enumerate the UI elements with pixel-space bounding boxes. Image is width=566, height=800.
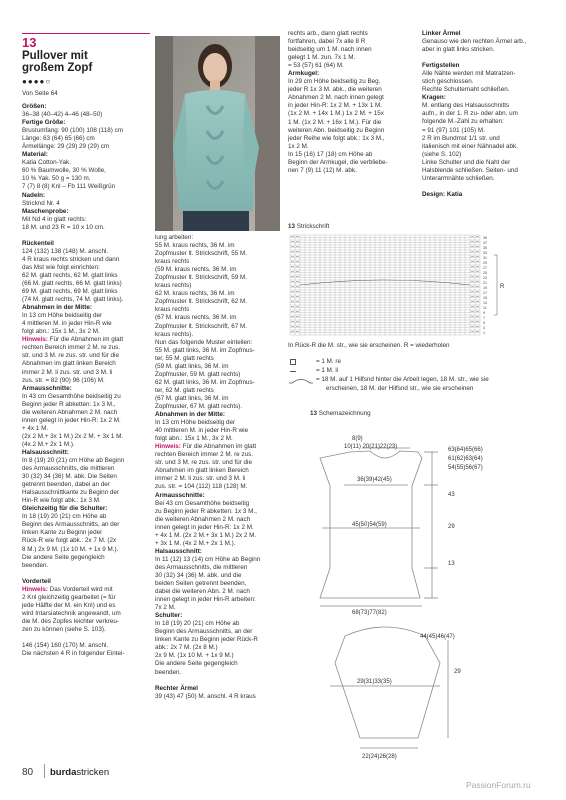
text-line: = 53 (57) 61 (64) M. bbox=[288, 62, 344, 70]
chart-caption: In Rück-R die M. str., wie sie erscheinen. R = wiederholen bbox=[288, 342, 450, 349]
text-line: beenden. bbox=[22, 561, 49, 569]
text-line: + 3x 1 M. (4x 2 M.+ 2x 1 M.). bbox=[155, 539, 236, 547]
label-h3: 54(55)56(67) bbox=[448, 465, 483, 471]
label-h29: 29 bbox=[448, 524, 455, 530]
text-line bbox=[22, 634, 152, 642]
text-line: 146 (154) 160 (170) M. anschl. bbox=[22, 642, 109, 649]
row-number-label: 11 bbox=[483, 306, 487, 310]
text-line: 69 M. glatt rechts, 69 M. glatt links bbox=[22, 288, 118, 296]
text-line: 18 M. und 23 R = 10 x 10 cm. bbox=[22, 223, 105, 231]
text-line: Die andere Seite gegengleich bbox=[22, 553, 105, 561]
text-line: In 13 cm Höhe beidseitig der bbox=[22, 312, 103, 320]
text-line: dabei die weiteren Abn. 2 M. nach bbox=[155, 588, 250, 596]
label-bust: 45(50)54(59) bbox=[352, 522, 387, 528]
watermark: PassionForum.ru bbox=[466, 780, 531, 790]
text-line: str. und 3 M. re zus. str. und für die bbox=[155, 459, 252, 467]
from-page-note: Von Seite 64 bbox=[22, 90, 58, 97]
text-line: rechten Bereich immer 2 M. re zus. bbox=[155, 451, 253, 459]
text-line: Brustumfang: 90 (100) 108 (118) cm bbox=[22, 127, 124, 135]
text-line: 40 mittleren M. in jeder Hin-R wie bbox=[155, 427, 249, 435]
text-line: 39 (43) 47 (50) M. anschl. 4 R kraus bbox=[155, 692, 256, 700]
text-line: In 43 cm Gesamthöhe beidseitig zu bbox=[22, 392, 121, 400]
brand-logo: burdastricken bbox=[50, 767, 110, 778]
row-number-label: 35 bbox=[483, 246, 487, 250]
text-line: kraus rechts). bbox=[155, 330, 194, 338]
text-line: des Armausschnitts, die mittleren bbox=[155, 563, 248, 571]
model-photo-illustration bbox=[155, 36, 280, 231]
text-line: ter, 62 M. glatt rechts bbox=[155, 386, 214, 394]
text-line: Zopfmuster, 59 M. glatt rechts) bbox=[155, 370, 241, 378]
text-line: immer 2 M. li zus. str. und 3 M. li bbox=[155, 475, 246, 483]
text-line: Die andere Seite gegengleich bbox=[155, 660, 238, 668]
difficulty-dot-filled-icon: ● bbox=[33, 77, 40, 86]
text-line: Hinweis: Das Vorderteil wird mit bbox=[22, 585, 113, 593]
text-line: lung arbeiten: bbox=[155, 234, 194, 241]
text-line: Schulter: bbox=[155, 612, 183, 620]
text-line: Abnahmen 2 M. nach innen gelegt bbox=[288, 94, 384, 102]
text-line: jede Hälfte der M. ein Knl) und es bbox=[22, 601, 116, 609]
difficulty-dot-filled-icon: ● bbox=[27, 77, 34, 86]
text-line: zen zu können (siehe S. 103). bbox=[22, 625, 106, 633]
text-line: die weiteren Abnahmen 2 M. nach bbox=[22, 408, 118, 416]
text-line: In 29 cm Höhe beidseitig zu Beg. bbox=[288, 78, 381, 86]
schematic-drawing bbox=[300, 418, 520, 763]
difficulty-dot-empty-icon: ○ bbox=[45, 77, 52, 86]
row-number-label: 17 bbox=[483, 291, 487, 295]
text-line: 30 (32) 34 (36) M. abk. und die bbox=[155, 571, 242, 579]
row-number-label: 21 bbox=[483, 281, 487, 285]
text-line: In 11 (12) 13 (14) cm Höhe ab Beginn bbox=[155, 555, 261, 563]
text-line: nen 7 (9) 11 (12) M. abk. bbox=[288, 166, 357, 174]
text-line: 10 % Yak. 50 g = 130 m. bbox=[22, 175, 91, 183]
difficulty-dot-filled-icon: ● bbox=[22, 77, 28, 86]
text-line: (1x 2 M. + 14x 1 M.) 1x 2 M. + 15x bbox=[288, 110, 384, 118]
text-line: zu Beginn jeder R abketten: 1x 3 M., bbox=[155, 507, 257, 515]
text-line: Rück-R wie folgt abk.: 2x 7 M. (2x bbox=[22, 537, 117, 545]
text-line: Beginn des Armausschnitts, an der bbox=[22, 521, 120, 529]
text-line: Alle Nähte werden mit Matratzen- bbox=[422, 70, 516, 78]
text-line: abk.: 2x 7 M. (2x 8 M.) bbox=[155, 644, 218, 652]
label-neck-width: 10(11) 20(21)22(23) bbox=[344, 444, 398, 450]
text-line: Zopfmuster lt. Strickschrift, 59 M. bbox=[155, 274, 248, 282]
text-line: das Mst wie folgt einrichten: bbox=[22, 263, 100, 271]
text-line: 7 (7) 8 (8) Knl – Fb 111 Weißgrün bbox=[22, 183, 116, 191]
text-line: 124 (132) 138 (148) M. anschl. bbox=[22, 247, 109, 255]
repeat-label: R bbox=[500, 284, 505, 290]
text-line: Mit Nd 4 in glatt rechts: bbox=[22, 215, 87, 223]
text-line: (59 M. kraus rechts, 36 M. im bbox=[155, 266, 237, 274]
text-line: Gleichzeitig für die Schulter: bbox=[22, 505, 108, 513]
chart-title: 13 Strickschrift bbox=[288, 223, 330, 230]
row-number-label: 39 bbox=[483, 236, 487, 240]
text-line: innen gelegt in jeder Hin-R: 1x 2 M. bbox=[22, 416, 121, 424]
text-line: 2 R im Bundmst 1/1 str. und bbox=[422, 134, 500, 142]
text-line: Nadeln: bbox=[22, 191, 46, 199]
text-line: Fertige Größe: bbox=[22, 119, 66, 127]
row-number-label: 19 bbox=[483, 286, 487, 290]
text-line: Rückenteil bbox=[22, 239, 54, 247]
text-line: zus. str. = 104 (112) 118 (128) M. bbox=[155, 483, 248, 491]
text-line: Unterarmnähte schließen. bbox=[422, 174, 495, 182]
label-cap-height: 44(45)46(47) bbox=[420, 634, 455, 640]
label-h1: 63(64)65(66) bbox=[448, 447, 483, 453]
text-line: 30 (32) 34 (36) M. abk. Die Seiten bbox=[22, 473, 117, 481]
text-line: Genauso wie den rechten Ärmel arb., bbox=[422, 38, 527, 46]
legend-row-cable-cont bbox=[288, 385, 558, 394]
text-line: folgt abn.: 15x 1 M., 3x 2 M. bbox=[22, 328, 100, 336]
text-line bbox=[155, 677, 283, 685]
text-line: Länge: 63 (64) 65 (66) cm bbox=[22, 135, 95, 143]
text-line: Armkugel: bbox=[288, 70, 320, 78]
label-cuff: 22(24)26(28) bbox=[362, 754, 397, 760]
text-line: wird Intarsiatechnik angewandt, um bbox=[22, 609, 121, 617]
text-line: folgt abn.: 15x 1 M., 3x 2 M. bbox=[155, 435, 233, 443]
text-line: die weiteren Abnahmen 2 M. nach bbox=[155, 515, 251, 523]
text-line: 36–38 (40–42) 4–46 (48–50) bbox=[22, 111, 103, 119]
pattern-number: 13 bbox=[22, 35, 37, 50]
label-hem: 68(73)77(82) bbox=[352, 610, 387, 616]
row-number-label: 1 bbox=[483, 331, 485, 335]
text-line: Abnahmen in der Mitte: bbox=[155, 411, 225, 419]
schematic-title: 13 Schemazeichnung bbox=[310, 410, 371, 417]
text-line: Zopfmuster lt. Strickschrift, 67 M. bbox=[155, 322, 248, 330]
legend-row-cable bbox=[288, 376, 558, 385]
text-line: + 4x 1 M. (2x 2 M.+ 3x 1 M.) 2x 2 M. bbox=[155, 531, 257, 539]
text-line: M. entlang des Halsausschnitts bbox=[422, 102, 510, 110]
text-line: 8 M.) 2x 9 M. (1x 10 M. + 1x 9 M.). bbox=[22, 545, 119, 553]
legend-text-cable: = 18 M. auf 1 Hilfsnd hinter die Arbeit legen, 18 M. str., wie sie bbox=[316, 376, 489, 383]
cable-symbol-icon bbox=[288, 376, 314, 385]
text-line: 62 M. glatt links, 36 M. im Zopfmus- bbox=[155, 378, 255, 386]
text-line: 55 M. glatt links, 36 M. im Zopfmus- bbox=[155, 346, 255, 354]
row-number-label: 5 bbox=[483, 321, 485, 325]
label-h43: 43 bbox=[448, 492, 455, 498]
text-line: (74 M. glatt rechts, 74 M. glatt links). bbox=[22, 296, 124, 304]
legend-text-purl: = 1 M. li bbox=[316, 367, 339, 374]
text-line: jeder R 1x 3 M. abk., die weiteren bbox=[288, 86, 382, 94]
difficulty-rating bbox=[22, 77, 51, 86]
text-line: 4 R kraus rechts stricken und dann bbox=[22, 255, 120, 263]
difficulty-dot-filled-icon: ● bbox=[39, 77, 46, 86]
text-line: beiden Seiten getrennt beenden, bbox=[155, 580, 247, 588]
legend-row-purl bbox=[288, 367, 558, 376]
text-line: Halsausschnittkante zu Beginn der bbox=[22, 489, 119, 497]
text-line: (67 M. glatt links, 36 M. im bbox=[155, 394, 229, 402]
text-line: 62 M. glatt rechts, 62 M. glatt links bbox=[22, 271, 118, 279]
text-line: Maschenprobe: bbox=[22, 207, 69, 215]
text-line: getrennt beenden, dabei an der bbox=[22, 481, 110, 489]
text-line: Abnahmen in der Mitte: bbox=[22, 304, 92, 312]
text-line: linken Kante zu Beginn jeder Rück-R bbox=[155, 636, 258, 644]
column-1-text bbox=[22, 103, 152, 658]
text-line: rechts arb., dann glatt rechts bbox=[288, 30, 368, 37]
text-line: Zopfmuster lt. Strickschrift, 55 M. bbox=[155, 250, 248, 258]
text-line: Halsblende schließen. Seiten- und bbox=[422, 166, 518, 174]
label-neck-top: 8(9) bbox=[352, 436, 363, 442]
text-line: (4x 2 M.+ 2x 1 M.). bbox=[22, 440, 75, 448]
text-line: des Armausschnitts, die mittleren bbox=[22, 465, 115, 473]
row-number-label: 37 bbox=[483, 241, 487, 245]
text-line: Zopfmuster, 67 M. glatt rechts). bbox=[155, 402, 243, 410]
text-line: Ärmellänge: 29 (29) 29 (29) cm bbox=[22, 143, 110, 151]
text-line: Stricknd Nr. 4 bbox=[22, 199, 60, 207]
text-line: Hinweis: Für die Abnahmen im glatt bbox=[22, 336, 124, 344]
column-4-text bbox=[422, 30, 552, 199]
text-line: in jeder Hin-R: 1x 2 M. + 13x 1 M. bbox=[288, 102, 382, 110]
text-line: 2 Knl gleichzeitig gearbeitet (= für bbox=[22, 593, 116, 601]
text-line: 1x 2 M. bbox=[288, 142, 309, 150]
text-line: Design: Katia bbox=[422, 190, 463, 198]
model-photo bbox=[155, 36, 280, 231]
legend-text-knit: = 1 M. re bbox=[316, 358, 342, 365]
text-line: Katia Cotton-Yak. bbox=[22, 159, 71, 167]
row-number-label: 33 bbox=[483, 251, 487, 255]
text-line: (66 M. glatt rechts, 66 M. glatt links) bbox=[22, 279, 122, 287]
text-line: Abnahmen im glatt linken Bereich bbox=[22, 360, 116, 368]
text-line: Bei 43 cm Gesamthöhe beidseitig bbox=[155, 499, 250, 507]
text-line: Kragen: bbox=[422, 94, 446, 102]
text-line: Beginn der Armkugel, die verbliebe- bbox=[288, 158, 388, 166]
text-line bbox=[422, 183, 552, 191]
text-line: Fertigstellen bbox=[422, 62, 460, 70]
text-line: 1 M. (1x 2 M. + 16x 1 M.). Für die bbox=[288, 118, 382, 126]
text-line: beidseitig um 1 M. nach innen bbox=[288, 46, 372, 54]
row-number-label: 29 bbox=[483, 261, 487, 265]
text-line: Größen: bbox=[22, 103, 47, 110]
column-2-text bbox=[155, 234, 283, 701]
row-number-label: 15 bbox=[483, 296, 487, 300]
text-line: In 15 (16) 17 (18) cm Höhe ab bbox=[288, 150, 373, 158]
text-line: Halsausschnitt: bbox=[22, 448, 69, 456]
text-line: Linker Ärmel bbox=[422, 30, 461, 37]
text-line: kraus rechts bbox=[155, 258, 190, 266]
top-rule bbox=[22, 33, 150, 34]
pattern-title-line2: großem Zopf bbox=[22, 62, 93, 74]
text-line: jeder Reihe wie folgt abk.: 1x 3 M., bbox=[288, 134, 385, 142]
text-line: die M. des Zopfes leichter verkreu- bbox=[22, 617, 119, 625]
text-line bbox=[22, 570, 152, 578]
row-number-label: 9 bbox=[483, 311, 485, 315]
text-line: aufn., in der 1. R zu- oder abn. um bbox=[422, 110, 518, 118]
text-line: kraus rechts) bbox=[155, 282, 192, 290]
purl-symbol-icon bbox=[290, 371, 296, 372]
text-line: 2x 9 M. (1x 10 M. + 1x 9 M.) bbox=[155, 652, 234, 660]
text-line: aber in glatt links stricken. bbox=[422, 46, 495, 54]
text-line: Abnahmen im glatt linken Bereich bbox=[155, 467, 249, 475]
text-line: ter, 55 M. glatt rechts bbox=[155, 354, 214, 362]
text-line: Linke Schulter und die Naht der bbox=[422, 158, 511, 166]
text-line: = 91 (97) 101 (105) M. bbox=[422, 126, 485, 134]
column-3-text bbox=[288, 30, 418, 175]
text-line: In 18 (19) 20 (21) cm Höhe ab bbox=[155, 620, 240, 628]
text-line: (67 M. kraus rechts, 36 M. im bbox=[155, 314, 237, 322]
label-chest-upper: 36(39)42(45) bbox=[357, 477, 392, 483]
label-h2: 61(62)63(64) bbox=[448, 456, 483, 462]
text-line: 7x 2 M. bbox=[155, 604, 176, 612]
text-line: Armausschnitte: bbox=[155, 491, 205, 499]
row-number-label: 31 bbox=[483, 256, 487, 260]
stitch-chart bbox=[288, 232, 503, 340]
row-number-label: 23 bbox=[483, 276, 487, 280]
legend-text-cable-cont: erscheinen, 18 M. der Hilfsnd str., wie sie erscheinen bbox=[326, 385, 474, 392]
text-line: zus. str. = 82 (90) 96 (106) M. bbox=[22, 376, 105, 384]
text-line: gelegt 1 M. zun. 7x 1 M. bbox=[288, 54, 356, 62]
label-sleeve-width: 29(31)33(35) bbox=[357, 679, 392, 685]
text-line bbox=[22, 232, 152, 240]
text-line: beenden. bbox=[155, 668, 182, 676]
text-line: (2x 2 M.+ 3x 1 M.) 2x 2 M. + 3x 1 M. bbox=[22, 432, 124, 440]
label-sleeve-h29: 29 bbox=[454, 669, 461, 675]
label-h13: 13 bbox=[448, 561, 455, 567]
text-line: Vorderteil bbox=[22, 577, 51, 585]
page-number: 80 bbox=[22, 767, 34, 778]
text-line: Beginn jeder R abketten: 1x 3 M., bbox=[22, 400, 116, 408]
text-line: Beginn des Armausschnitts, an der bbox=[155, 628, 253, 636]
knit-symbol-icon bbox=[290, 359, 296, 365]
repeat-bracket bbox=[494, 255, 497, 315]
legend-row-knit bbox=[288, 358, 558, 367]
text-line: weiteren Abn. beidseitig zu Beginn bbox=[288, 126, 385, 134]
text-line: Zopfmuster lt. Strickschrift, 62 M. bbox=[155, 298, 248, 306]
text-line: linken Kante zu Beginn jeder bbox=[22, 529, 103, 537]
text-line: Die nächsten 4 R in folgender Eintei- bbox=[22, 650, 125, 658]
text-line: In 8 (19) 20 (21) cm Höhe ab Beginn bbox=[22, 457, 125, 465]
text-line: str. und 3 M. re zus. str. und für die bbox=[22, 352, 119, 360]
text-line: (59 M. glatt links, 36 M. im bbox=[155, 362, 229, 370]
text-line: + 4x 1 M. bbox=[22, 424, 49, 432]
text-line: In 18 (19) 20 (21) cm Höhe ab bbox=[22, 513, 107, 521]
text-line: rechten Bereich immer 2 M. re zus. bbox=[22, 344, 120, 352]
text-line: 55 M. kraus rechts, 36 M. im bbox=[155, 242, 235, 250]
footer-divider bbox=[44, 764, 45, 778]
text-line: kraus rechts bbox=[155, 306, 190, 314]
text-line: Rechte Schulternaht schließen. bbox=[422, 86, 510, 94]
text-line: italienisch mit einer Nähnadel abk. bbox=[422, 142, 518, 150]
text-line: 4 mittleren M. in jeder Hin-R wie bbox=[22, 320, 112, 328]
text-line: folgende M.-Zahl zu erhalten: bbox=[422, 118, 504, 126]
text-line: In 13 cm Höhe beidseitig der bbox=[155, 419, 236, 427]
text-line: immer 2 M. li zus. str. und 3 M. li bbox=[22, 368, 113, 376]
text-line: stich geschlossen. bbox=[422, 78, 474, 86]
text-line: Halsausschnitt: bbox=[155, 547, 202, 555]
row-number-label: 25 bbox=[483, 271, 487, 275]
chart-legend bbox=[288, 358, 558, 394]
text-line: fortfahren, dabei 7x alle 8 R bbox=[288, 38, 366, 46]
text-line: Rechter Ärmel bbox=[155, 684, 199, 692]
text-line: 62 M. kraus rechts, 36 M. im bbox=[155, 290, 235, 298]
text-line: 60 % Baumwolle, 30 % Wolle, bbox=[22, 167, 106, 175]
row-number-label: 7 bbox=[483, 316, 485, 320]
pattern-title-line1: Pullover mit bbox=[22, 50, 88, 62]
row-number-label: 27 bbox=[483, 266, 487, 270]
text-line: Hin-R wie folgt abk.: 1x 3 M. bbox=[22, 497, 101, 505]
text-line: Armausschnitte: bbox=[22, 384, 72, 392]
row-number-label: 3 bbox=[483, 326, 485, 330]
text-line bbox=[422, 54, 552, 62]
row-number-label: 13 bbox=[483, 301, 487, 305]
text-line: innen gelegt in jeder Hin-R: 1x 2 M. bbox=[155, 523, 254, 531]
text-line: innen gelegt in jeder Hin-R arbeiten: bbox=[155, 596, 256, 604]
text-line: Hinweis: Für die Abnahmen im glatt bbox=[155, 443, 257, 451]
text-line: Material: bbox=[22, 151, 48, 159]
text-line: (siehe S. 102) bbox=[422, 150, 462, 158]
text-line: Nun das folgende Muster einteilen: bbox=[155, 338, 253, 346]
